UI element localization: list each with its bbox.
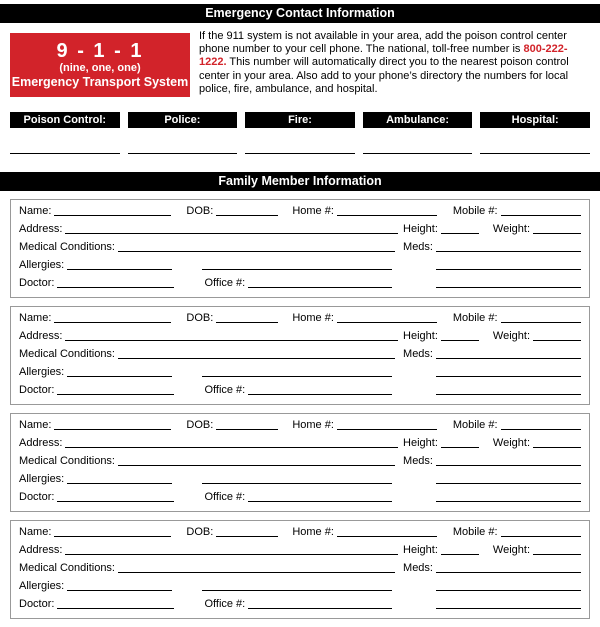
dob-field[interactable] bbox=[216, 429, 278, 430]
fire-phone-field[interactable] bbox=[245, 128, 355, 154]
doctor-field[interactable] bbox=[57, 394, 174, 395]
row-name-dob-phones bbox=[19, 522, 581, 540]
medical-conditions-label: Medical Conditions: bbox=[19, 455, 115, 467]
meds-field[interactable] bbox=[436, 572, 581, 573]
medical-conditions-field[interactable] bbox=[118, 358, 395, 359]
row-allergies bbox=[19, 576, 581, 594]
weight-field[interactable] bbox=[533, 554, 581, 555]
dob-field[interactable] bbox=[216, 215, 278, 216]
meds-label: Meds: bbox=[403, 562, 433, 574]
mobile-phone-label: Mobile #: bbox=[452, 526, 498, 538]
allergies-label: Allergies: bbox=[19, 259, 65, 271]
row-doctor-office bbox=[19, 487, 581, 505]
address-label: Address: bbox=[19, 544, 63, 556]
height-label: Height: bbox=[403, 437, 438, 449]
home-phone-label: Home #: bbox=[292, 526, 334, 538]
height-field[interactable] bbox=[441, 233, 479, 234]
office-phone-field[interactable] bbox=[248, 501, 392, 502]
poison-control-phone-number: 800-222-1222. bbox=[199, 43, 568, 69]
mobile-phone-field[interactable] bbox=[501, 429, 581, 430]
paragraph-text-before: If the 911 system is not available in your area, add the poison control center phone number to your cell phone. The national, toll-free number is bbox=[199, 30, 567, 56]
meds-extra-field[interactable] bbox=[436, 590, 581, 591]
home-phone-label: Home #: bbox=[292, 205, 334, 217]
dob-label: DOB: bbox=[186, 419, 214, 431]
medical-conditions-label: Medical Conditions: bbox=[19, 241, 115, 253]
office-phone-field[interactable] bbox=[248, 287, 392, 288]
meds-extra-field[interactable] bbox=[436, 376, 581, 377]
911-number: 9 - 1 - 1 bbox=[56, 40, 144, 62]
family-member-card-1 bbox=[10, 199, 590, 298]
row-doctor-office bbox=[19, 380, 581, 398]
weight-label: Weight: bbox=[492, 223, 530, 235]
row-medical-meds bbox=[19, 344, 581, 362]
height-field[interactable] bbox=[441, 447, 479, 448]
paragraph-text-after: This number will automatically direct you to the nearest poison control center in your area. Also add to your phone’s directory the numbers for local police, fire, ambulance, and hospital. bbox=[199, 56, 569, 95]
name-label: Name: bbox=[19, 312, 52, 324]
poison-control-label: Poison Control: bbox=[10, 112, 120, 128]
doctor-field[interactable] bbox=[57, 501, 174, 502]
medical-conditions-field[interactable] bbox=[118, 465, 395, 466]
address-field[interactable] bbox=[65, 447, 398, 448]
row-medical-meds bbox=[19, 558, 581, 576]
office-phone-field[interactable] bbox=[248, 394, 392, 395]
mobile-phone-label: Mobile #: bbox=[452, 205, 498, 217]
dob-label: DOB: bbox=[186, 312, 214, 324]
family-member-card-3 bbox=[10, 413, 590, 512]
section-title-family-member bbox=[0, 172, 600, 191]
name-label: Name: bbox=[19, 205, 52, 217]
weight-field[interactable] bbox=[533, 447, 581, 448]
home-phone-label: Home #: bbox=[292, 419, 334, 431]
911-spelled-out: (nine, one, one) bbox=[59, 62, 141, 74]
row-medical-meds bbox=[19, 237, 581, 255]
weight-label: Weight: bbox=[492, 437, 530, 449]
meds-field[interactable] bbox=[436, 358, 581, 359]
weight-field[interactable] bbox=[533, 340, 581, 341]
home-phone-field[interactable] bbox=[337, 429, 437, 430]
address-label: Address: bbox=[19, 437, 63, 449]
meds-label: Meds: bbox=[403, 455, 433, 467]
mobile-phone-field[interactable] bbox=[501, 536, 581, 537]
row-allergies bbox=[19, 255, 581, 273]
row-medical-meds bbox=[19, 451, 581, 469]
hospital-label: Hospital: bbox=[480, 112, 590, 128]
allergies-field[interactable] bbox=[67, 590, 172, 591]
home-phone-field[interactable] bbox=[337, 215, 437, 216]
meds-extra-field[interactable] bbox=[436, 269, 581, 270]
address-field[interactable] bbox=[65, 233, 398, 234]
allergies-label: Allergies: bbox=[19, 473, 65, 485]
allergies-extra-field[interactable] bbox=[202, 376, 392, 377]
home-phone-field[interactable] bbox=[337, 322, 437, 323]
medical-conditions-label: Medical Conditions: bbox=[19, 348, 115, 360]
office-phone-label: Office #: bbox=[204, 277, 246, 289]
weight-label: Weight: bbox=[492, 544, 530, 556]
police-phone-field[interactable] bbox=[128, 128, 238, 154]
row-allergies bbox=[19, 362, 581, 380]
allergies-label: Allergies: bbox=[19, 580, 65, 592]
meds-extra-field-2[interactable] bbox=[436, 394, 581, 395]
height-field[interactable] bbox=[441, 340, 479, 341]
doctor-label: Doctor: bbox=[19, 598, 55, 610]
height-label: Height: bbox=[403, 330, 438, 342]
dob-field[interactable] bbox=[216, 536, 278, 537]
name-label: Name: bbox=[19, 419, 52, 431]
row-name-dob-phones bbox=[19, 308, 581, 326]
row-name-dob-phones bbox=[19, 201, 581, 219]
doctor-field[interactable] bbox=[57, 287, 174, 288]
height-field[interactable] bbox=[441, 554, 479, 555]
doctor-field[interactable] bbox=[57, 608, 174, 609]
meds-label: Meds: bbox=[403, 241, 433, 253]
mobile-phone-field[interactable] bbox=[501, 215, 581, 216]
meds-field[interactable] bbox=[436, 251, 581, 252]
name-label: Name: bbox=[19, 526, 52, 538]
home-phone-field[interactable] bbox=[337, 536, 437, 537]
doctor-label: Doctor: bbox=[19, 384, 55, 396]
row-doctor-office bbox=[19, 594, 581, 612]
family-member-card-4 bbox=[10, 520, 590, 619]
dob-label: DOB: bbox=[186, 205, 214, 217]
mobile-phone-field[interactable] bbox=[501, 322, 581, 323]
address-field[interactable] bbox=[65, 554, 398, 555]
address-field[interactable] bbox=[65, 340, 398, 341]
name-field[interactable] bbox=[54, 322, 171, 323]
office-phone-label: Office #: bbox=[204, 384, 246, 396]
row-name-dob-phones bbox=[19, 415, 581, 433]
address-label: Address: bbox=[19, 330, 63, 342]
home-phone-label: Home #: bbox=[292, 312, 334, 324]
allergies-extra-field[interactable] bbox=[202, 483, 392, 484]
ambulance-phone-field[interactable] bbox=[363, 128, 473, 154]
mobile-phone-label: Mobile #: bbox=[452, 312, 498, 324]
police-label: Police: bbox=[128, 112, 238, 128]
name-field[interactable] bbox=[54, 429, 171, 430]
meds-extra-field[interactable] bbox=[436, 483, 581, 484]
address-label: Address: bbox=[19, 223, 63, 235]
allergies-field[interactable] bbox=[67, 269, 172, 270]
weight-label: Weight: bbox=[492, 330, 530, 342]
emergency-contact-form bbox=[0, 4, 600, 627]
emergency-section-title-text: Emergency Contact Information bbox=[205, 6, 395, 20]
name-field[interactable] bbox=[54, 536, 171, 537]
row-address-height-weight bbox=[19, 326, 581, 344]
row-address-height-weight bbox=[19, 219, 581, 237]
hospital-phone-field[interactable] bbox=[480, 128, 590, 154]
emergency-info-row bbox=[10, 30, 590, 97]
emergency-contacts-label-row bbox=[10, 112, 590, 128]
mobile-phone-label: Mobile #: bbox=[452, 419, 498, 431]
height-label: Height: bbox=[403, 223, 438, 235]
medical-conditions-field[interactable] bbox=[118, 251, 395, 252]
medical-conditions-field[interactable] bbox=[118, 572, 395, 573]
fire-label: Fire: bbox=[245, 112, 355, 128]
height-label: Height: bbox=[403, 544, 438, 556]
meds-extra-field-2[interactable] bbox=[436, 287, 581, 288]
weight-field[interactable] bbox=[533, 233, 581, 234]
ambulance-label: Ambulance: bbox=[363, 112, 473, 128]
poison-control-paragraph bbox=[199, 30, 590, 97]
family-section-title-text: Family Member Information bbox=[218, 174, 382, 188]
name-field[interactable] bbox=[54, 215, 171, 216]
meds-extra-field-2[interactable] bbox=[436, 501, 581, 502]
family-member-card-2 bbox=[10, 306, 590, 405]
office-phone-label: Office #: bbox=[204, 598, 246, 610]
office-phone-label: Office #: bbox=[204, 491, 246, 503]
row-address-height-weight bbox=[19, 433, 581, 451]
allergies-extra-field[interactable] bbox=[202, 590, 392, 591]
allergies-extra-field[interactable] bbox=[202, 269, 392, 270]
row-allergies bbox=[19, 469, 581, 487]
row-address-height-weight bbox=[19, 540, 581, 558]
poison-control-phone-field[interactable] bbox=[10, 128, 120, 154]
doctor-label: Doctor: bbox=[19, 277, 55, 289]
911-emergency-box bbox=[10, 33, 190, 97]
allergies-field[interactable] bbox=[67, 483, 172, 484]
doctor-label: Doctor: bbox=[19, 491, 55, 503]
row-doctor-office bbox=[19, 273, 581, 291]
dob-label: DOB: bbox=[186, 526, 214, 538]
allergies-label: Allergies: bbox=[19, 366, 65, 378]
dob-field[interactable] bbox=[216, 322, 278, 323]
office-phone-field[interactable] bbox=[248, 608, 392, 609]
section-title-emergency-contact bbox=[0, 4, 600, 23]
emergency-contacts-field-row bbox=[10, 128, 590, 154]
meds-extra-field-2[interactable] bbox=[436, 608, 581, 609]
911-caption: Emergency Transport System bbox=[11, 75, 189, 89]
meds-field[interactable] bbox=[436, 465, 581, 466]
medical-conditions-label: Medical Conditions: bbox=[19, 562, 115, 574]
allergies-field[interactable] bbox=[67, 376, 172, 377]
meds-label: Meds: bbox=[403, 348, 433, 360]
